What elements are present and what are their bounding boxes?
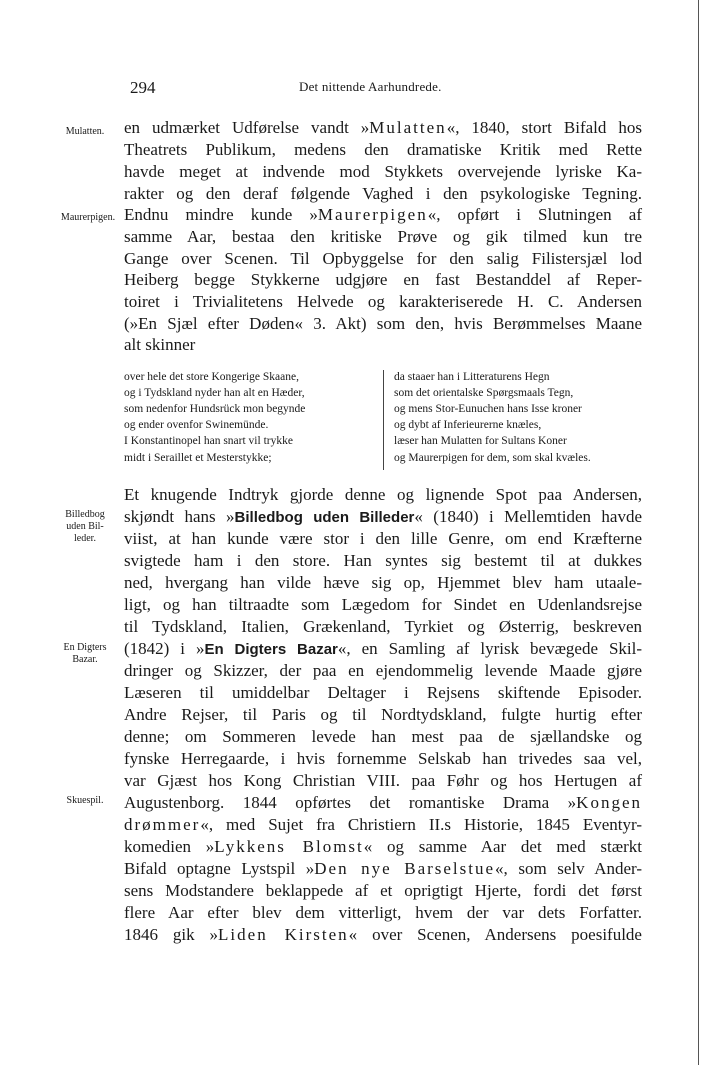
- verse-line: I Konstantinopel han snart vil trykke: [124, 435, 293, 447]
- verse-line: over hele det store Kongerige Skaane,: [124, 371, 299, 383]
- margin-note-maurerpigen: Maurerpigen.: [60, 212, 116, 223]
- text-line: alt skinner: [124, 335, 196, 354]
- text-line: Endnu mindre kunde »Maurerpigen«, opført i Slutningen af: [124, 205, 642, 224]
- verse-line: og i Tydskland nyder han alt en Hæder,: [124, 387, 305, 399]
- verse-line: læser han Mulatten for Sultans Koner: [394, 435, 567, 447]
- text-line: Theatrets Publikum, medens den dramatiske Kritik med Rette: [124, 140, 642, 159]
- margin-note-digters-bazar: [50, 642, 120, 666]
- text-line: fynske Herregaarde, i hvis fornemme Selskab han trivedes saa vel,: [124, 749, 642, 768]
- margin-note-line: leder.: [74, 533, 96, 544]
- verse-line: og Maurerpigen for dem, som skal kvæles.: [394, 452, 591, 464]
- text-line: var Gjæst hos Kong Christian VIII. paa Føhr og hos Hertugen af: [124, 771, 642, 790]
- margin-note-skuespil: Skuespil.: [66, 795, 104, 806]
- text-line: 1846 gik »Liden Kirsten« over Scenen, Andersens poesifulde: [124, 925, 642, 944]
- text-line: ned, hvergang han vilde hæve sig op, Hjemmet blev ham utaale-: [124, 573, 642, 592]
- text-line: havde meget at indvende mod Stykkets overvejende lyriske Ka-: [124, 162, 642, 181]
- margin-note-billedbog: [50, 509, 120, 545]
- text-line: Augustenborg. 1844 opførtes det romantiske Drama »Kongen: [124, 793, 642, 812]
- margin-note-line: Bazar.: [72, 654, 98, 665]
- text-line: Bifald optagne Lystspil »Den nye Barselstue«, som selv Ander-: [124, 859, 643, 878]
- text-line: ligt, og han tiltraadte som Lægedom for Sindet en Udenlandsrejse: [124, 595, 642, 614]
- text-line: Læseren til umiddelbar Deltager i Rejsens skiftende Episoder.: [124, 683, 642, 702]
- text-line: svigtede ham i den store. Han syntes sig bestemt til at dukkes: [124, 551, 642, 570]
- text-line: dringer og Skizzer, der paa en ejendommelig levende Maade gjøre: [124, 661, 642, 680]
- verse-line: og ender ovenfor Swinemünde.: [124, 419, 269, 431]
- verse-line: som det orientalske Spørgsmaals Tegn,: [394, 387, 574, 399]
- text-line: drømmer«, med Sujet fra Christiern II.s Historie, 1845 Eventyr-: [124, 815, 642, 834]
- verse-line: og dybt af Inferieurerne knæles,: [394, 419, 542, 431]
- text-line: rakter og den deraf følgende Vaghed i den psykologiske Tegning.: [124, 184, 642, 203]
- text-line: denne; om Sommeren levede han mest paa de sjællandske og: [124, 727, 642, 746]
- text-line: sens Modstandere beklappede af et oprigtigt Hjerte, fordi det først: [124, 881, 642, 900]
- verse-line: midt i Seraillet et Mesterstykke;: [124, 452, 272, 464]
- verse-divider: [383, 370, 384, 470]
- text-line: (1842) i »En Digters Bazar«, en Samling af lyrisk bevægede Skil-: [124, 639, 643, 658]
- text-line: Et knugende Indtryk gjorde denne og lignende Spot paa Andersen,: [124, 485, 642, 504]
- margin-note-line: uden Bil-: [66, 521, 104, 532]
- text-line: toiret i Trivialitetens Helvede og karakteriserede H. C. Andersen: [124, 292, 642, 311]
- text-line: samme Aar, bestaa den kritiske Prøve og gik tilmed kun tre: [124, 227, 642, 246]
- margin-note-line: Billedbog: [65, 509, 105, 520]
- text-line: en udmærket Udførelse vandt »Mulatten«, 1840, stort Bifald hos: [124, 118, 642, 137]
- text-line: Andre Rejser, til Paris og til Nordtydskland, fulgte hurtig efter: [124, 705, 642, 724]
- verse-line: da staaer han i Litteraturens Hegn: [394, 371, 550, 383]
- text-line: Heiberg begge Stykkerne udgjøre en fast Bestanddel af Reper-: [124, 270, 642, 289]
- text-line: viist, at han kunde være stor i den lille Genre, om end Kræfterne: [124, 529, 642, 548]
- verse-line: og mens Stor-Eunuchen hans Isse kroner: [394, 403, 582, 415]
- verse-line: som nedenfor Hundsrück mon begynde: [124, 403, 306, 415]
- text-line: til Tydskland, Italien, Grækenland, Tyrkiet og Østerrig, beskreven: [124, 617, 642, 636]
- text-line: komedien »Lykkens Blomst« og samme Aar det med stærkt: [124, 837, 642, 856]
- page-number: 294: [130, 78, 156, 97]
- page-edge-line: [698, 0, 699, 1065]
- margin-note-mulatten: Mulatten.: [65, 126, 105, 137]
- margin-note-line: En Digters: [63, 642, 107, 653]
- text-line: (»En Sjæl efter Døden« 3. Akt) som den, hvis Berømmelses Maane: [124, 314, 642, 333]
- text-line: Gange over Scenen. Til Opbyggelse for den salig Filistersjæl lod: [124, 249, 642, 268]
- running-head: Det nittende Aarhundrede.: [299, 79, 442, 94]
- text-line: skjøndt hans »Billedbog uden Billeder« (1840) i Mellemtiden havde: [124, 507, 642, 526]
- text-line: flere Aar efter blev dem vitterligt, hvem der var dets Forfatter.: [124, 903, 642, 922]
